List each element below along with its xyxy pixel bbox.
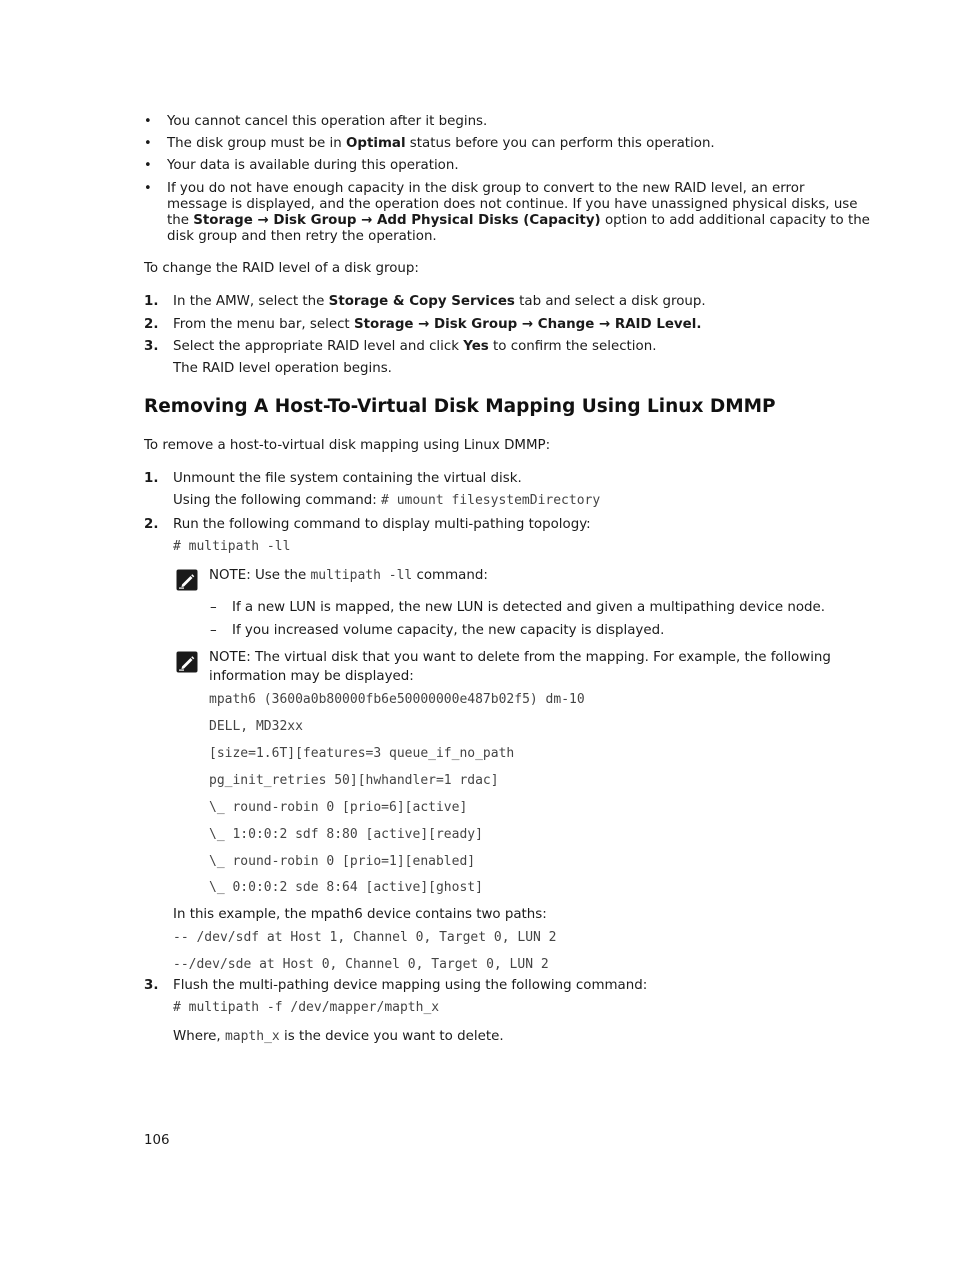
bullet-text: The disk group must be in Optimal status before you can perform this operation. [167,136,715,151]
code-line: \_ round-robin 0 [prio=1][enabled] [209,854,476,869]
step-detail: Using the following command: # umount filesystemDirectory [173,493,601,508]
bullet-marker: • [144,181,152,196]
code-line: \_ round-robin 0 [prio=6][active] [209,800,468,815]
step-number: 1. [144,294,159,309]
step-number: 2. [144,317,159,332]
note-text: NOTE: Use the multipath -ll command: [209,568,488,583]
note-text: information may be displayed: [209,669,414,684]
step-text: Unmount the file system containing the virtual disk. [173,471,522,486]
step-text: In the AMW, select the Storage & Copy Services tab and select a disk group. [173,294,706,309]
command-code: multipath -ll [310,568,413,583]
bullet-text: You cannot cancel this operation after it begins. [167,114,488,129]
command-code: # multipath -ll [173,539,291,554]
paragraph: Where, mapth_x is the device you want to delete. [173,1029,504,1044]
bullet-text: disk group and then retry the operation. [167,229,437,244]
note-text: NOTE: The virtual disk that you want to delete from the mapping. For example, the following [209,650,831,665]
step-text: Select the appropriate RAID level and click Yes to confirm the selection. [173,339,657,354]
step-number: 3. [144,978,159,993]
command-code: mapth_x [224,1029,280,1044]
code-line: [size=1.6T][features=3 queue_if_no_path [209,746,515,761]
list-item: If you increased volume capacity, the new capacity is displayed. [232,623,665,638]
page-number: 106 [144,1133,170,1148]
step-text: From the menu bar, select Storage → Disk Group → Change → RAID Level. [173,317,702,332]
paragraph: In this example, the mpath6 device contains two paths: [173,907,547,922]
note-pencil-icon [176,651,198,673]
bullet-marker: • [144,158,152,173]
code-line: \_ 0:0:0:2 sde 8:64 [active][ghost] [209,880,483,895]
code-line: -- /dev/sdf at Host 1, Channel 0, Target 0, LUN 2 [173,930,557,945]
note-label: NOTE: [209,568,251,583]
bullet-text: Your data is available during this operation. [167,158,459,173]
dash-marker: – [210,600,217,615]
list-item: If a new LUN is mapped, the new LUN is detected and given a multipathing device node. [232,600,826,615]
dash-marker: – [210,623,217,638]
code-line: \_ 1:0:0:2 sdf 8:80 [active][ready] [209,827,483,842]
code-line: pg_init_retries 50][hwhandler=1 rdac] [209,773,499,788]
paragraph: To change the RAID level of a disk group: [144,261,419,276]
command-code: # umount filesystemDirectory [381,493,601,508]
command-code: # multipath -f /dev/mapper/mapth_x [173,1000,440,1015]
code-line: DELL, MD32xx [209,719,303,734]
paragraph: To remove a host-to-virtual disk mapping using Linux DMMP: [144,438,551,453]
bullet-marker: • [144,114,152,129]
bullet-text: If you do not have enough capacity in the disk group to convert to the new RAID level, an error [167,181,805,196]
bullet-text: the Storage → Disk Group → Add Physical Disks (Capacity) option to add additional capacity to the [167,213,870,228]
step-text: Flush the multi-pathing device mapping using the following command: [173,978,648,993]
step-text: Run the following command to display multi-pathing topology: [173,517,591,532]
section-heading: Removing A Host-To-Virtual Disk Mapping Using Linux DMMP [144,396,776,417]
bullet-marker: • [144,136,152,151]
step-number: 2. [144,517,159,532]
step-number: 1. [144,471,159,486]
bullet-text: message is displayed, and the operation does not continue. If you have unassigned physical disks, use [167,197,858,212]
step-number: 3. [144,339,159,354]
note-pencil-icon [176,569,198,591]
step-result: The RAID level operation begins. [173,361,392,376]
code-line: --/dev/sde at Host 0, Channel 0, Target 0, LUN 2 [173,957,549,972]
note-label: NOTE: [209,650,251,665]
code-line: mpath6 (3600a0b80000fb6e50000000e487b02f5) dm-10 [209,692,585,707]
